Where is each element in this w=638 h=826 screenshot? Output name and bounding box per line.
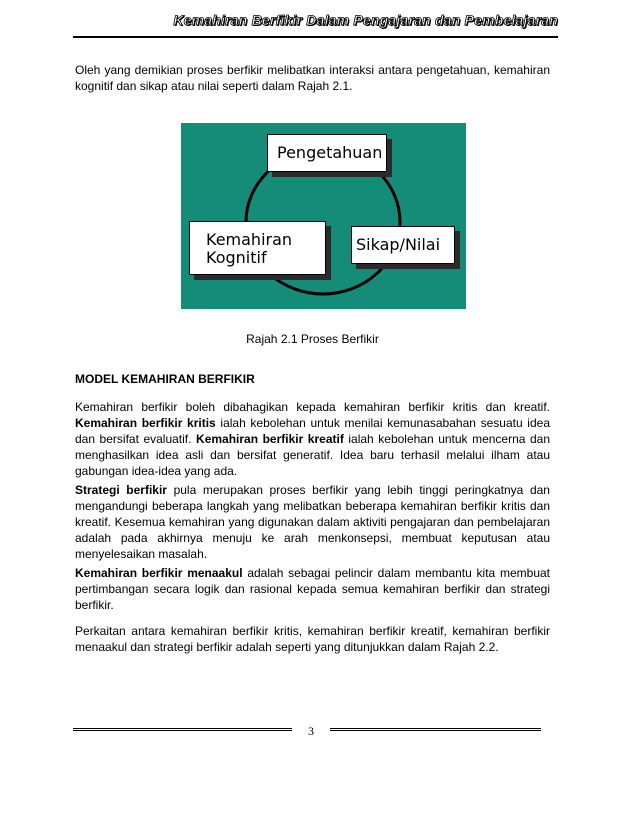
para2-text-1: pula merupakan proses berfikir yang lebih tinggi peringkatnya dan mengandungi beberapa langkah yang melibatkan beberapa kemahiran berfikir kritis dan kreatif. Kesemua kemahiran yang digunakan dalam aktiviti pengajaran dan pembelajaran adalah pada akhirnya menuju ke arah menkonsepsi, membuat keputusan atau menyelesaikan masalah. — [75, 483, 550, 561]
header-rule — [73, 36, 558, 38]
paragraph-kemahiran — [75, 399, 550, 479]
box-sikap-label: Sikap/Nilai — [356, 235, 441, 254]
figure-rajah-2-1 — [181, 123, 466, 309]
box-pengetahuan — [267, 134, 387, 172]
paragraph-menaakul — [75, 565, 550, 613]
box-pengetahuan-label: Pengetahuan — [277, 143, 383, 162]
section-title: MODEL KEMAHIRAN BERFIKIR — [75, 372, 255, 386]
page-number: 3 — [308, 724, 314, 738]
para1-text-1: Kemahiran berfikir boleh dibahagikan kepada kemahiran berfikir kritis dan kreatif. — [75, 400, 550, 414]
term-kritis: Kemahiran berfikir kritis — [75, 416, 216, 430]
term-menaakul: Kemahiran berfikir menaakul — [75, 566, 243, 580]
box-kemahiran-kognitif — [189, 221, 326, 275]
para1-text-2: ialah kebolehan untuk menilai kemunasabahan sesuatu idea dan bersifat evaluatif. — [75, 416, 550, 446]
box-sikap-nilai — [351, 226, 455, 264]
running-header: Kemahiran Berfikir Dalam Pengajaran dan Pembelajaran — [173, 12, 558, 28]
box-kemahiran-label-1: Kemahiran — [206, 230, 293, 249]
para3-text-1: adalah sebagai pelincir dalam membantu kita membuat pertimbangan secara logik dan rasional kepada semua kemahiran berfikir dan strategi berfikir. — [75, 566, 551, 612]
footer-rule-right — [330, 728, 541, 731]
para1-text-3: ialah kebolehan untuk mencerna dan menghasilkan idea asli dan bersifat generatif. Idea baru terhasil melalui ilham atau gabungan idea-idea yang ada. — [75, 432, 551, 478]
figure-caption: Rajah 2.1 Proses Berfikir — [246, 332, 379, 346]
paragraph-strategi — [75, 482, 550, 562]
term-kreatif: Kemahiran berfikir kreatif — [196, 432, 344, 446]
footer-rule-left — [73, 728, 292, 731]
term-strategi: Strategi berfikir — [75, 483, 167, 497]
paragraph-perkaitan: Perkaitan antara kemahiran berfikir kritis, kemahiran berfikir kreatif, kemahiran berfikir menaakul dan strategi berfikir adalah seperti yang ditunjukkan dalam Rajah 2.2. — [75, 624, 550, 654]
intro-paragraph: Oleh yang demikian proses berfikir melibatkan interaksi antara pengetahuan, kemahiran kognitif dan sikap atau nilai seperti dalam Rajah 2.1. — [75, 63, 550, 93]
box-kemahiran-label-2: Kognitif — [206, 248, 267, 267]
